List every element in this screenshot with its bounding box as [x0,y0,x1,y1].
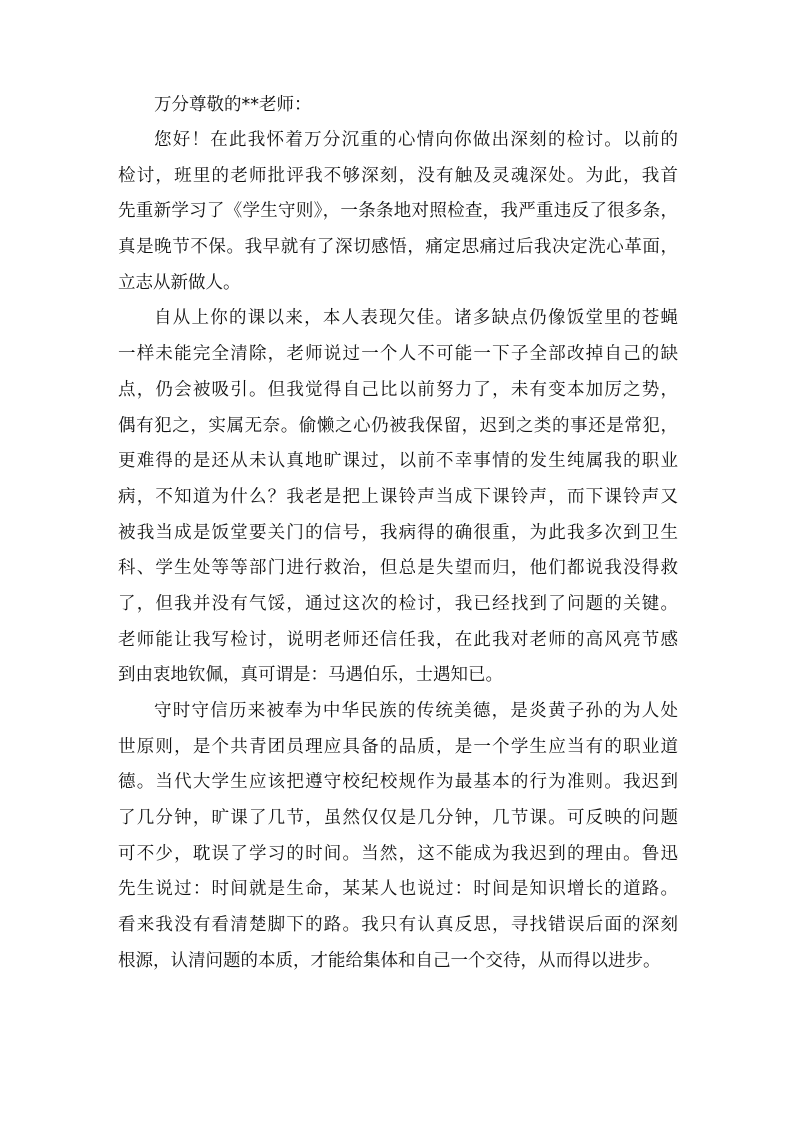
paragraph-3 [118,694,678,980]
text-line: 自从上你的课以来，本人表现欠佳。诸多缺点仍像饭堂里的苍蝇 [154,308,678,329]
text-line: 守时守信历来被奉为中华民族的传统美德，是炎黄子孙的为人处 [154,701,678,721]
text-line: 先生说过：时间就是生命，某某人也说过：时间是知识增长的道路。 [118,879,678,900]
text-line: 世原则，是个共青团员理应具备的品质，是一个学生应当有的职业道 [118,736,678,757]
text-line: 您好！在此我怀着万分沉重的心情向你做出深刻的检讨。以前的 [154,130,678,150]
text-line: 检讨，班里的老师批评我不够深刻，没有触及灵魂深处。为此，我首 [118,165,678,186]
text-line: 老师能让我写检讨，说明老师还信任我，在此我对老师的高风亮节感 [118,629,678,650]
text-line: 立志从新做人。 [118,272,241,293]
text-line: 了几分钟，旷课了几节，虽然仅仅是几分钟，几节课。可反映的问题 [118,808,678,829]
text-line: 更难得的是还从未认真地旷课过，以前不幸事情的发生纯属我的职业 [118,451,678,472]
text-line: 根源，认清问题的本质，才能给集体和自己一个交待，从而得以进步。 [118,950,661,971]
text-line: 一样未能完全清除，老师说过一个人不可能一下子全部改掉自己的缺 [118,344,678,365]
paragraph-1 [118,123,678,301]
text-line: 德。当代大学生应该把遵守校纪校规作为最基本的行为准则。我迟到 [118,772,678,793]
text-line: 点，仍会被吸引。但我觉得自己比以前努力了，未有变本加厉之势， [118,379,678,400]
text-line: 可不少，耽误了学习的时间。当然，这不能成为我迟到的理由。鲁迅 [118,843,678,864]
text-line: 看来我没有看清楚脚下的路。我只有认真反思，寻找错误后面的深刻 [118,915,678,936]
paragraph-2 [118,301,678,694]
salutation: 万分尊敬的**老师： [154,95,312,115]
letter-body [118,87,678,980]
text-line: 先重新学习了《学生守则》，一条条地对照检查，我严重违反了很多条， [118,201,678,222]
text-line: 偶有犯之，实属无奈。偷懒之心仍被我保留，迟到之类的事还是常犯， [118,415,678,436]
text-line: 科、学生处等等部门进行救治，但总是失望而归，他们都说我没得救 [118,558,678,579]
text-line: 了，但我并没有气馁，通过这次的检讨，我已经找到了问题的关键。 [118,593,678,614]
text-line: 真是晚节不保。我早就有了深切感悟，痛定思痛过后我决定洗心革面， [118,237,678,258]
text-line: 被我当成是饭堂要关门的信号，我病得的确很重，为此我多次到卫生 [118,522,678,543]
text-line: 病，不知道为什么？我老是把上课铃声当成下课铃声，而下课铃声又 [118,486,678,507]
text-line: 到由衷地钦佩，真可谓是：马遇伯乐，士遇知已。 [118,665,503,686]
